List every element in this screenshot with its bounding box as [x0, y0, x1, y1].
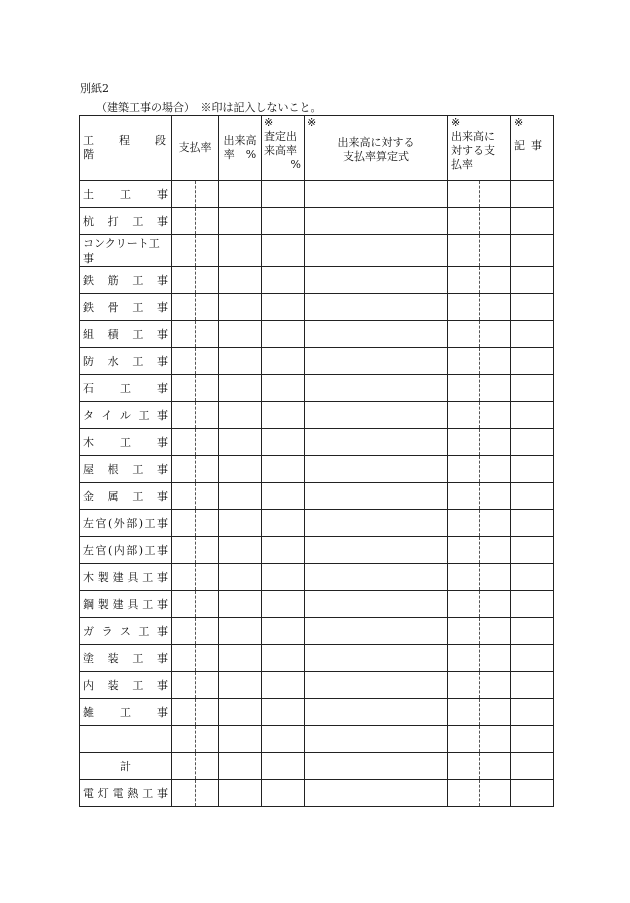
row-taisuru-b-cell — [480, 348, 511, 375]
row-shiharai-a-cell — [172, 456, 196, 483]
row-kiji-cell — [511, 294, 554, 321]
header-taisuru — [448, 116, 511, 181]
row-taisuru-b-cell — [480, 483, 511, 510]
row-shiharai-a-cell — [172, 591, 196, 618]
row-kiji-cell — [511, 591, 554, 618]
row-koutei-label: 鉄骨工事 — [83, 301, 169, 314]
row-shiki-cell — [305, 483, 448, 510]
table-row — [80, 348, 554, 375]
row-koutei-cell — [80, 375, 172, 402]
row-taisuru-b-cell — [480, 564, 511, 591]
row-satei-cell — [262, 294, 305, 321]
row-koutei-label: 左官(外部)工事 — [83, 517, 169, 530]
row-shiharai-a-cell — [172, 483, 196, 510]
row-shiharai-b-cell — [196, 780, 219, 807]
row-taisuru-a-cell — [448, 348, 480, 375]
row-taisuru-a-cell — [448, 699, 480, 726]
row-taisuru-a-cell — [448, 726, 480, 753]
row-shiki-cell — [305, 537, 448, 564]
row-shiharai-a-cell — [172, 645, 196, 672]
row-taisuru-b-cell — [480, 375, 511, 402]
row-taisuru-a-cell — [448, 537, 480, 564]
row-kiji-cell — [511, 235, 554, 267]
row-taisuru-b-cell — [480, 235, 511, 267]
row-shiki-cell — [305, 753, 448, 780]
row-satei-cell — [262, 429, 305, 456]
row-shiki-cell — [305, 510, 448, 537]
row-dekidakaritsu-cell — [219, 645, 262, 672]
row-shiki-cell — [305, 294, 448, 321]
row-shiharai-a-cell — [172, 672, 196, 699]
row-kiji-cell — [511, 510, 554, 537]
row-shiharai-b-cell — [196, 181, 219, 208]
row-shiharai-a-cell — [172, 726, 196, 753]
row-satei-cell — [262, 726, 305, 753]
row-koutei-label: 金属工事 — [83, 490, 169, 503]
header-shiharairitsu: 支払率 — [172, 116, 219, 181]
table-row — [80, 375, 554, 402]
row-kiji-cell — [511, 618, 554, 645]
row-kiji-cell — [511, 208, 554, 235]
row-koutei-cell — [80, 208, 172, 235]
row-shiharai-a-cell — [172, 429, 196, 456]
row-shiharai-a-cell — [172, 375, 196, 402]
row-kiji-cell — [511, 375, 554, 402]
row-koutei-cell — [80, 402, 172, 429]
row-kiji-cell — [511, 483, 554, 510]
header-dekidakaritsu-line1: 出来高 — [223, 134, 257, 147]
row-shiharai-a-cell — [172, 235, 196, 267]
row-koutei-cell — [80, 294, 172, 321]
row-koutei-label: 木 工 事 — [83, 436, 169, 449]
row-taisuru-b-cell — [480, 699, 511, 726]
row-kiji-cell — [511, 456, 554, 483]
row-koutei-cell — [80, 537, 172, 564]
row-shiki-cell — [305, 726, 448, 753]
table-row — [80, 618, 554, 645]
row-taisuru-a-cell — [448, 672, 480, 699]
row-shiki-cell — [305, 672, 448, 699]
table-row — [80, 402, 554, 429]
document-note: （建築工事の場合） ※印は記入しないこと。 — [96, 101, 322, 114]
row-koutei-label: コンクリート工事 — [83, 236, 160, 265]
row-taisuru-a-cell — [448, 375, 480, 402]
row-satei-cell — [262, 699, 305, 726]
row-koutei-label: 塗装工事 — [83, 652, 169, 665]
table-row — [80, 321, 554, 348]
row-shiharai-a-cell — [172, 402, 196, 429]
table-row — [80, 181, 554, 208]
row-dekidakaritsu-cell — [219, 510, 262, 537]
table-row — [80, 483, 554, 510]
row-shiharai-a-cell — [172, 267, 196, 294]
row-dekidakaritsu-cell — [219, 402, 262, 429]
row-dekidakaritsu-cell — [219, 429, 262, 456]
row-koutei-cell — [80, 780, 172, 807]
row-koutei-cell — [80, 235, 172, 267]
row-koutei-label: 計 — [120, 760, 132, 773]
row-taisuru-a-cell — [448, 267, 480, 294]
row-dekidakaritsu-cell — [219, 537, 262, 564]
row-shiharai-b-cell — [196, 429, 219, 456]
row-satei-cell — [262, 537, 305, 564]
row-taisuru-a-cell — [448, 780, 480, 807]
row-shiki-cell — [305, 348, 448, 375]
header-kiji-label: 記事 — [514, 139, 548, 152]
row-taisuru-b-cell — [480, 181, 511, 208]
header-kiji — [511, 116, 554, 181]
document-label: 別紙2 — [80, 82, 109, 95]
row-dekidakaritsu-cell — [219, 181, 262, 208]
row-shiki-cell — [305, 645, 448, 672]
row-shiki-cell — [305, 181, 448, 208]
table-row — [80, 510, 554, 537]
row-koutei-cell — [80, 753, 172, 780]
row-koutei-label: 防水工事 — [83, 355, 169, 368]
row-shiharai-b-cell — [196, 645, 219, 672]
row-shiharai-b-cell — [196, 753, 219, 780]
row-shiharai-b-cell — [196, 402, 219, 429]
row-shiharai-b-cell — [196, 699, 219, 726]
table-row — [80, 780, 554, 807]
row-taisuru-b-cell — [480, 321, 511, 348]
header-taisuru-line2: 対する支 — [451, 144, 495, 157]
row-koutei-label: 電灯電熱工事 — [83, 787, 169, 800]
row-shiharai-a-cell — [172, 780, 196, 807]
row-shiharai-b-cell — [196, 564, 219, 591]
row-shiharai-b-cell — [196, 294, 219, 321]
header-satei-line2: 来高率 — [264, 144, 297, 157]
row-shiki-cell — [305, 429, 448, 456]
row-shiharai-b-cell — [196, 672, 219, 699]
header-shiki — [305, 116, 448, 181]
row-satei-cell — [262, 564, 305, 591]
row-dekidakaritsu-cell — [219, 672, 262, 699]
row-dekidakaritsu-cell — [219, 294, 262, 321]
header-shiki-line1: 出来高に対する — [337, 136, 415, 149]
row-shiki-cell — [305, 591, 448, 618]
row-taisuru-b-cell — [480, 726, 511, 753]
table-row — [80, 429, 554, 456]
payment-rate-table — [79, 115, 554, 807]
row-shiharai-b-cell — [196, 510, 219, 537]
header-satei-line1: 査定出 — [264, 130, 297, 143]
row-shiharai-a-cell — [172, 753, 196, 780]
row-kiji-cell — [511, 537, 554, 564]
row-taisuru-a-cell — [448, 618, 480, 645]
row-shiharai-b-cell — [196, 235, 219, 267]
row-shiharai-b-cell — [196, 321, 219, 348]
row-satei-cell — [262, 235, 305, 267]
row-shiharai-a-cell — [172, 564, 196, 591]
row-dekidakaritsu-cell — [219, 267, 262, 294]
header-dekidakaritsu-line2: 率 % — [223, 148, 257, 161]
row-taisuru-b-cell — [480, 267, 511, 294]
row-satei-cell — [262, 456, 305, 483]
row-satei-cell — [262, 618, 305, 645]
row-shiharai-a-cell — [172, 181, 196, 208]
row-satei-cell — [262, 267, 305, 294]
table-row — [80, 208, 554, 235]
row-taisuru-b-cell — [480, 537, 511, 564]
row-shiharai-a-cell — [172, 618, 196, 645]
row-kiji-cell — [511, 780, 554, 807]
row-shiki-cell — [305, 456, 448, 483]
row-koutei-cell — [80, 321, 172, 348]
header-shiki-mark: ※ — [307, 116, 317, 129]
header-shiki-line2: 支払率算定式 — [343, 150, 409, 163]
row-koutei-label: 屋根工事 — [83, 463, 169, 476]
table-row — [80, 591, 554, 618]
row-kiji-cell — [511, 699, 554, 726]
row-koutei-label: 杭打工事 — [83, 215, 169, 228]
row-taisuru-b-cell — [480, 429, 511, 456]
row-shiharai-b-cell — [196, 483, 219, 510]
row-taisuru-b-cell — [480, 208, 511, 235]
header-taisuru-mark: ※ — [451, 116, 461, 129]
row-shiharai-a-cell — [172, 537, 196, 564]
row-shiharai-a-cell — [172, 208, 196, 235]
row-satei-cell — [262, 402, 305, 429]
row-satei-cell — [262, 348, 305, 375]
header-taisuru-line1: 出来高に — [451, 130, 495, 143]
row-shiki-cell — [305, 780, 448, 807]
row-satei-cell — [262, 591, 305, 618]
row-satei-cell — [262, 483, 305, 510]
row-taisuru-a-cell — [448, 402, 480, 429]
row-koutei-label: タイル工事 — [83, 409, 169, 422]
row-koutei-label: 鉄筋工事 — [83, 274, 169, 287]
row-dekidakaritsu-cell — [219, 726, 262, 753]
row-koutei-cell — [80, 564, 172, 591]
row-taisuru-a-cell — [448, 591, 480, 618]
table-row — [80, 753, 554, 780]
row-shiharai-b-cell — [196, 348, 219, 375]
row-koutei-cell — [80, 348, 172, 375]
row-dekidakaritsu-cell — [219, 208, 262, 235]
row-shiki-cell — [305, 321, 448, 348]
row-taisuru-a-cell — [448, 208, 480, 235]
row-kiji-cell — [511, 321, 554, 348]
row-taisuru-b-cell — [480, 456, 511, 483]
row-taisuru-a-cell — [448, 564, 480, 591]
table-row — [80, 235, 554, 267]
row-shiharai-b-cell — [196, 208, 219, 235]
row-shiharai-b-cell — [196, 267, 219, 294]
row-koutei-cell — [80, 699, 172, 726]
row-satei-cell — [262, 208, 305, 235]
row-taisuru-b-cell — [480, 294, 511, 321]
row-shiharai-a-cell — [172, 348, 196, 375]
row-koutei-label: 雑 工 事 — [83, 706, 169, 719]
row-koutei-label: 鋼製建具工事 — [83, 598, 169, 611]
row-satei-cell — [262, 645, 305, 672]
row-koutei-cell — [80, 618, 172, 645]
row-satei-cell — [262, 510, 305, 537]
row-shiharai-b-cell — [196, 456, 219, 483]
row-shiharai-a-cell — [172, 699, 196, 726]
row-shiharai-a-cell — [172, 294, 196, 321]
row-satei-cell — [262, 181, 305, 208]
row-taisuru-b-cell — [480, 753, 511, 780]
row-kiji-cell — [511, 267, 554, 294]
header-dekidakaritsu — [219, 116, 262, 181]
row-dekidakaritsu-cell — [219, 564, 262, 591]
row-koutei-label: 木製建具工事 — [83, 571, 169, 584]
table-row — [80, 699, 554, 726]
row-satei-cell — [262, 375, 305, 402]
row-shiharai-b-cell — [196, 618, 219, 645]
table-row — [80, 726, 554, 753]
row-satei-cell — [262, 780, 305, 807]
row-shiki-cell — [305, 208, 448, 235]
row-dekidakaritsu-cell — [219, 321, 262, 348]
header-satei — [262, 116, 305, 181]
row-taisuru-a-cell — [448, 510, 480, 537]
row-koutei-cell — [80, 510, 172, 537]
row-kiji-cell — [511, 564, 554, 591]
row-satei-cell — [262, 672, 305, 699]
row-kiji-cell — [511, 429, 554, 456]
row-taisuru-a-cell — [448, 294, 480, 321]
header-satei-mark: ※ — [264, 116, 274, 129]
table-row — [80, 537, 554, 564]
row-shiki-cell — [305, 564, 448, 591]
row-koutei-cell — [80, 591, 172, 618]
row-shiharai-a-cell — [172, 510, 196, 537]
row-koutei-cell — [80, 645, 172, 672]
header-koutei — [80, 116, 181, 181]
row-taisuru-b-cell — [480, 402, 511, 429]
row-kiji-cell — [511, 402, 554, 429]
header-kiji-mark: ※ — [514, 116, 524, 129]
row-taisuru-b-cell — [480, 510, 511, 537]
row-taisuru-b-cell — [480, 780, 511, 807]
row-shiharai-b-cell — [196, 375, 219, 402]
row-shiki-cell — [305, 402, 448, 429]
row-dekidakaritsu-cell — [219, 780, 262, 807]
row-dekidakaritsu-cell — [219, 483, 262, 510]
row-dekidakaritsu-cell — [219, 699, 262, 726]
row-koutei-label: 左官(内部)工事 — [83, 544, 169, 557]
row-koutei-cell — [80, 181, 172, 208]
row-koutei-cell — [80, 267, 172, 294]
row-taisuru-a-cell — [448, 429, 480, 456]
header-koutei-label: 工 程 段 階 — [83, 134, 181, 161]
table-row — [80, 294, 554, 321]
table-row — [80, 456, 554, 483]
row-taisuru-a-cell — [448, 753, 480, 780]
table-row — [80, 267, 554, 294]
row-shiki-cell — [305, 235, 448, 267]
table-row — [80, 672, 554, 699]
header-taisuru-line3: 払率 — [451, 158, 473, 171]
row-koutei-label: 土 工 事 — [83, 188, 169, 201]
row-shiharai-b-cell — [196, 591, 219, 618]
table-row — [80, 645, 554, 672]
row-koutei-cell — [80, 483, 172, 510]
row-taisuru-b-cell — [480, 591, 511, 618]
row-taisuru-b-cell — [480, 672, 511, 699]
table-row — [80, 564, 554, 591]
row-shiki-cell — [305, 618, 448, 645]
row-kiji-cell — [511, 645, 554, 672]
row-shiharai-b-cell — [196, 726, 219, 753]
row-satei-cell — [262, 321, 305, 348]
row-shiharai-b-cell — [196, 537, 219, 564]
row-taisuru-a-cell — [448, 235, 480, 267]
row-dekidakaritsu-cell — [219, 348, 262, 375]
row-kiji-cell — [511, 181, 554, 208]
row-dekidakaritsu-cell — [219, 375, 262, 402]
row-koutei-label: ガラス工事 — [83, 625, 169, 638]
row-koutei-label: 内装工事 — [83, 679, 169, 692]
row-taisuru-a-cell — [448, 456, 480, 483]
row-dekidakaritsu-cell — [219, 618, 262, 645]
row-kiji-cell — [511, 348, 554, 375]
row-dekidakaritsu-cell — [219, 456, 262, 483]
row-koutei-label: 組積工事 — [83, 328, 169, 341]
row-kiji-cell — [511, 726, 554, 753]
row-taisuru-b-cell — [480, 645, 511, 672]
row-taisuru-a-cell — [448, 645, 480, 672]
row-taisuru-a-cell — [448, 483, 480, 510]
row-taisuru-a-cell — [448, 321, 480, 348]
header-satei-line3: % — [290, 158, 301, 171]
row-koutei-cell — [80, 456, 172, 483]
row-koutei-cell — [80, 726, 172, 753]
row-satei-cell — [262, 753, 305, 780]
row-dekidakaritsu-cell — [219, 235, 262, 267]
row-shiharai-a-cell — [172, 321, 196, 348]
row-dekidakaritsu-cell — [219, 753, 262, 780]
row-taisuru-b-cell — [480, 618, 511, 645]
row-shiki-cell — [305, 267, 448, 294]
row-kiji-cell — [511, 753, 554, 780]
row-koutei-cell — [80, 429, 172, 456]
row-koutei-label: 石 工 事 — [83, 382, 169, 395]
row-koutei-cell — [80, 672, 172, 699]
row-kiji-cell — [511, 672, 554, 699]
row-shiki-cell — [305, 375, 448, 402]
header-row — [80, 116, 554, 181]
row-taisuru-a-cell — [448, 181, 480, 208]
row-dekidakaritsu-cell — [219, 591, 262, 618]
row-shiki-cell — [305, 699, 448, 726]
